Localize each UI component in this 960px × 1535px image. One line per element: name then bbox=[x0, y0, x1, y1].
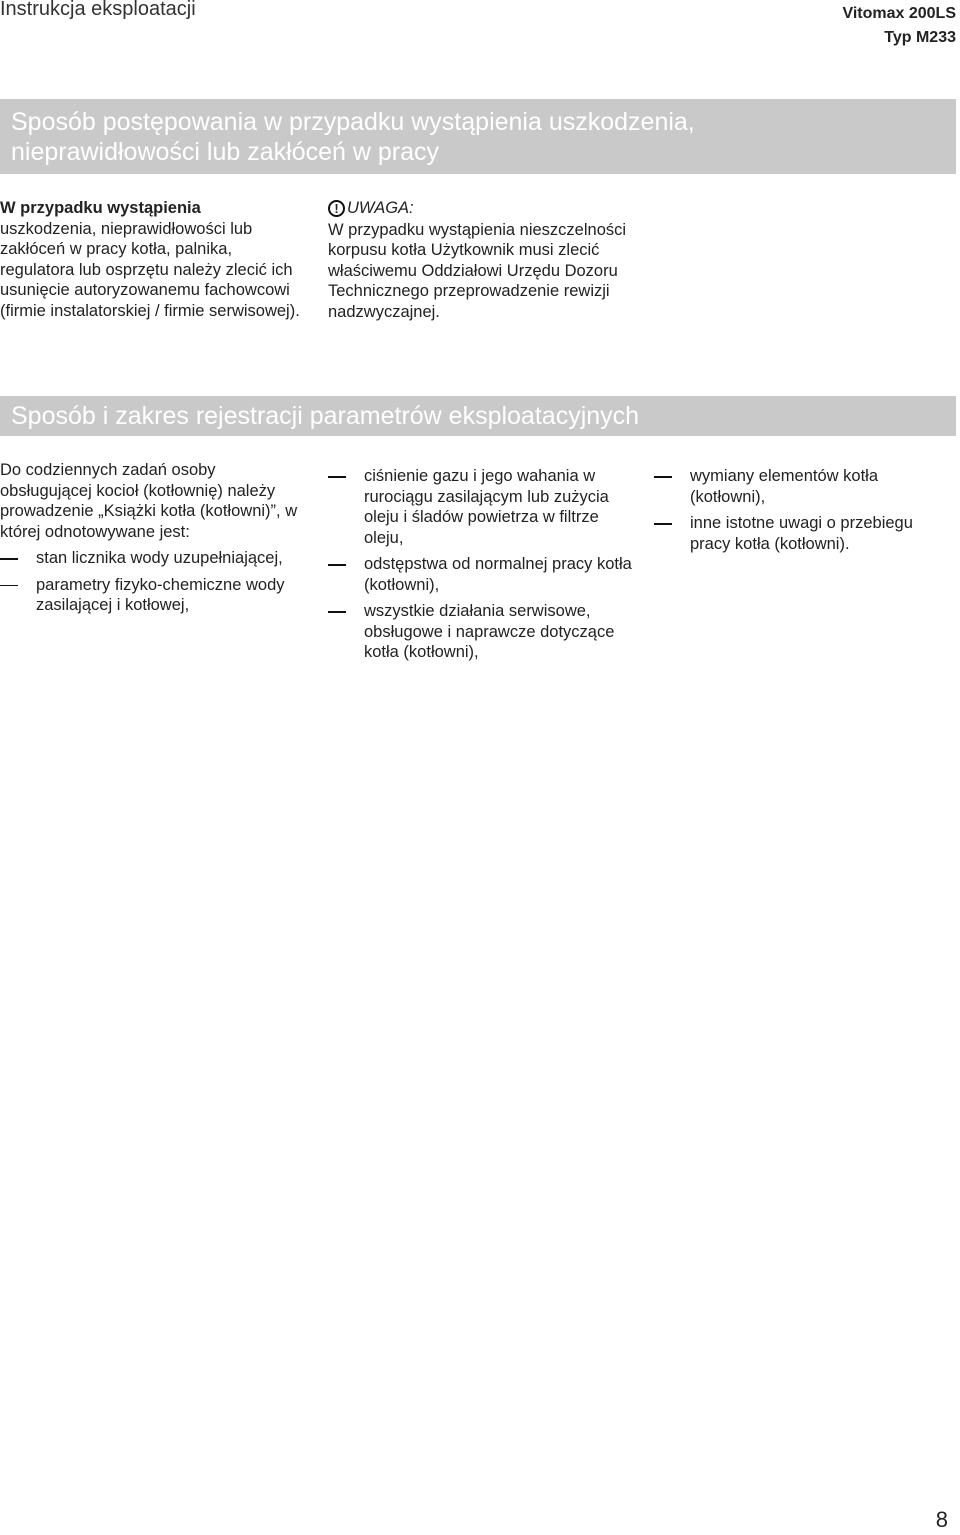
list-item: odstępstwa od normalnej pracy kotła (kotłowni), bbox=[328, 554, 638, 595]
page-number: 8 bbox=[935, 1507, 948, 1532]
section2-heading bbox=[0, 396, 956, 436]
section1-title-line2: nieprawidłowości lub zakłóceń w pracy bbox=[11, 138, 439, 166]
register-list-3 bbox=[654, 466, 954, 554]
register-list-1 bbox=[0, 548, 300, 616]
list-item: wszystkie działania serwisowe, obsługowe i naprawcze dotyczące kotła (kotłowni), bbox=[328, 601, 638, 663]
list-item: inne istotne uwagi o przebiegu pracy kotła (kotłowni). bbox=[654, 513, 954, 554]
register-col-3 bbox=[654, 466, 954, 554]
warning-box bbox=[328, 198, 628, 322]
list-item: wymiany elementów kotła (kotłowni), bbox=[654, 466, 954, 507]
section2-title: Sposób i zakres rejestracji parametrów eksploatacyjnych bbox=[11, 402, 640, 430]
list-item: parametry fizyko-chemiczne wody zasilającej i kotłowej, bbox=[0, 575, 300, 616]
register-intro: Do codziennych zadań osoby obsługującej kocioł (kotłownię) należy prowadzenie „Książki kotła (kotłowni)”, w której odnotowywane jest: bbox=[0, 461, 298, 541]
section1-title-line1: Sposób postępowania w przypadku wystąpienia uszkodzenia, bbox=[11, 108, 695, 136]
register-col-1 bbox=[0, 460, 300, 616]
list-item: stan licznika wody uzupełniającej, bbox=[0, 548, 300, 569]
register-list-2 bbox=[328, 466, 638, 663]
model-name: Vitomax 200LS bbox=[842, 5, 956, 22]
warning-label: UWAGA: bbox=[347, 199, 414, 217]
fault-intro-bold: W przypadku wystąpienia bbox=[0, 199, 201, 217]
document-title: Instrukcja eksploatacji bbox=[0, 0, 196, 20]
fault-intro-text: uszkodzenia, nieprawidłowości lub zakłóceń w pracy kotła, palnika, regulatora lub osprzętu należy zlecić ich usunięcie autoryzowanemu fachowcowi (firmie instalatorskiej / firmie serwisowej). bbox=[0, 219, 300, 320]
model-type: Typ M233 bbox=[884, 29, 956, 46]
warning-title bbox=[328, 198, 628, 219]
fault-intro-paragraph bbox=[0, 198, 300, 321]
warning-text: W przypadku wystąpienia nieszczelności korpusu kotła Użytkownik musi zlecić właściwemu Oddziałowi Urzędu Dozoru Technicznego przeprowadzenie rewizji nadzwyczajnej. bbox=[328, 220, 627, 321]
info-circle-icon: ! bbox=[328, 200, 345, 217]
register-col-2 bbox=[328, 466, 638, 663]
section1-heading bbox=[0, 99, 956, 174]
list-item: ciśnienie gazu i jego wahania w rurociągu zasilającym lub zużycia oleju i śladów powietrza w filtrze oleju, bbox=[328, 466, 638, 548]
model-info bbox=[842, 2, 956, 50]
